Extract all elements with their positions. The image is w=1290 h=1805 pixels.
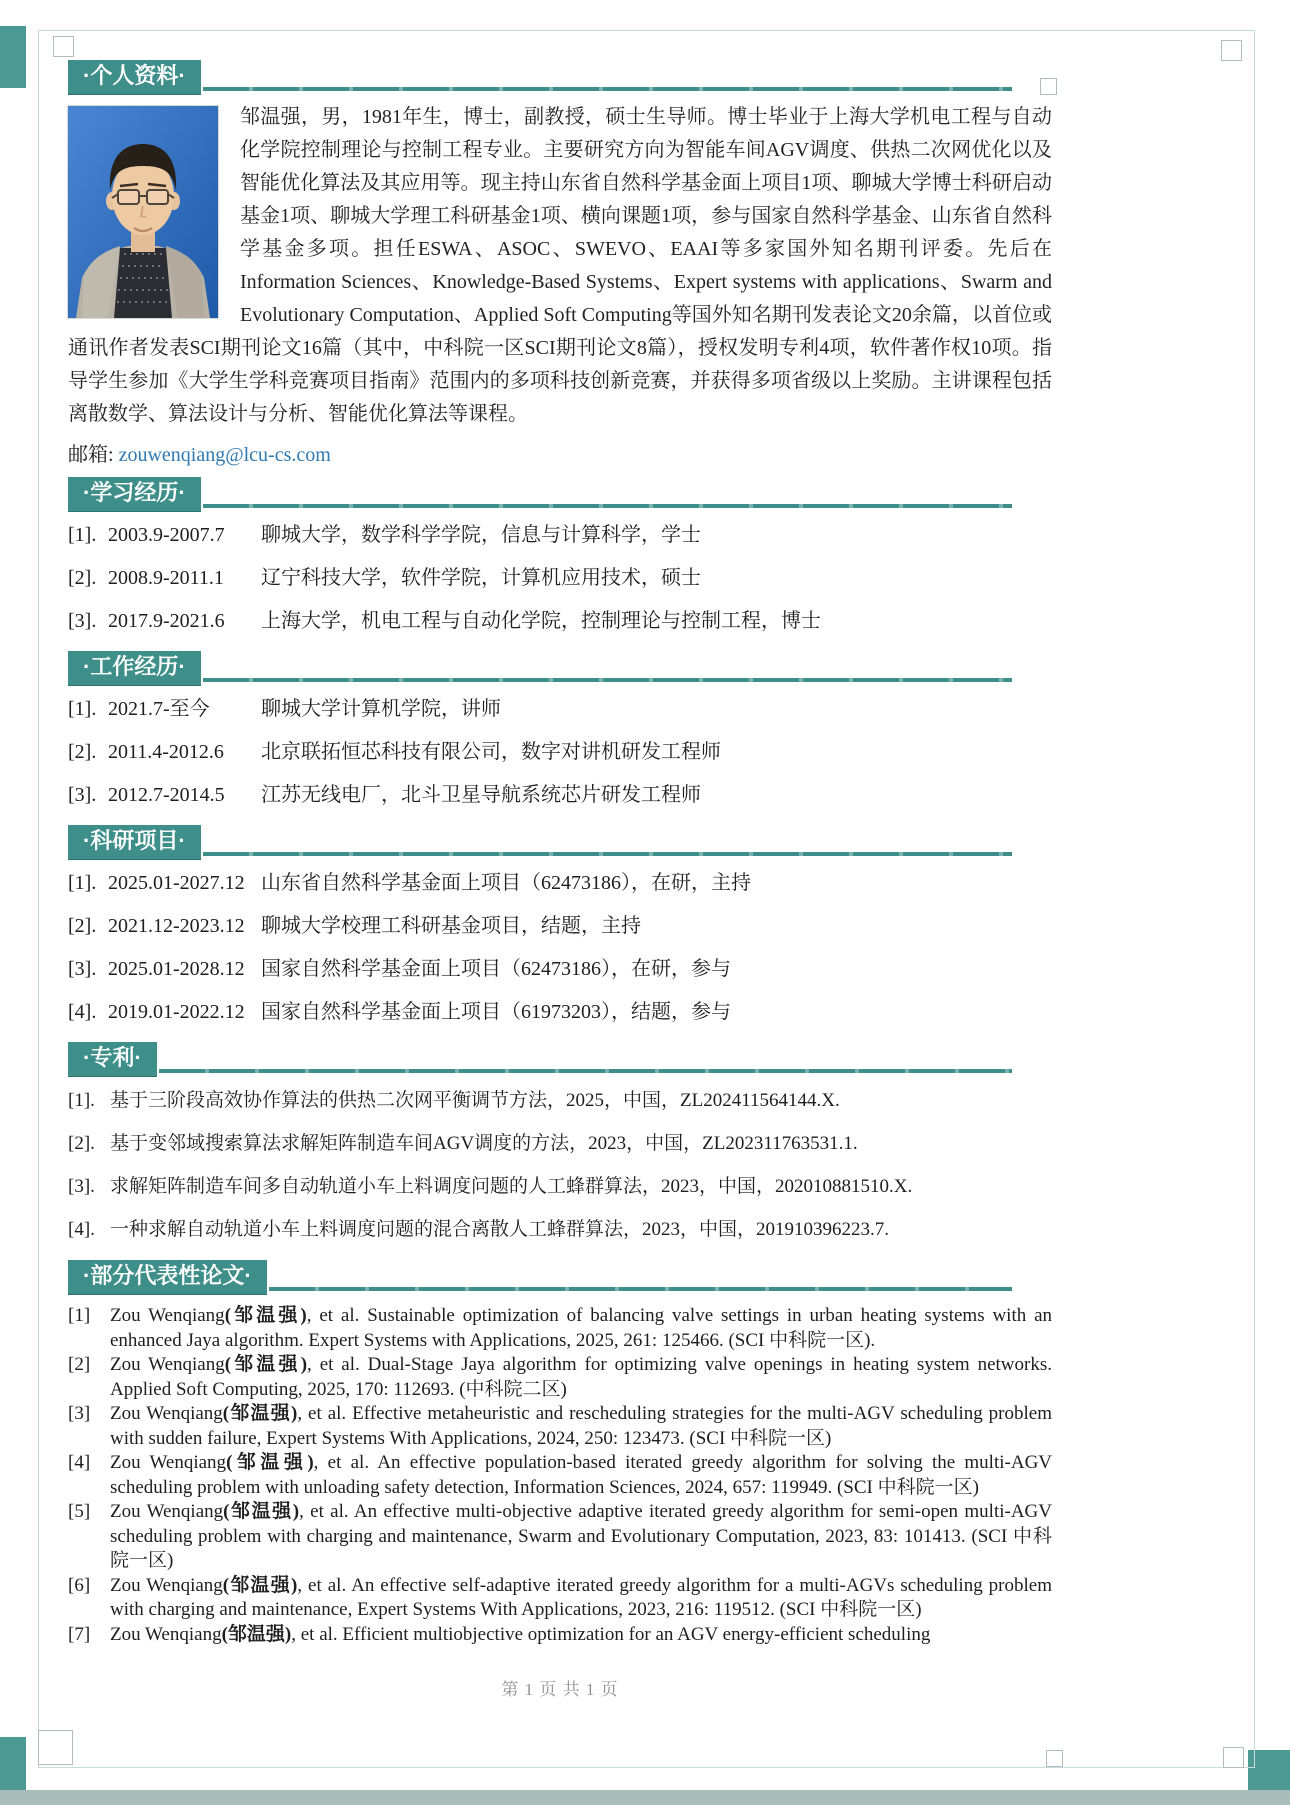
- row-detail: 聊城大学校理工科研基金项目，结题，主持: [261, 915, 641, 937]
- paper-author: Zou Wenqiang: [110, 1501, 224, 1522]
- paper-citation: [110, 1402, 1052, 1451]
- section-header-work: [68, 651, 1052, 685]
- paper-citation-rest: , et al. Efficient multiobjective optimization for an AGV energy-efficient scheduling: [291, 1623, 931, 1645]
- row-detail: 北京联拓恒芯科技有限公司，数字对讲机研发工程师: [261, 741, 721, 763]
- row-number: [2].: [68, 915, 97, 937]
- section-header-papers: [68, 1260, 1052, 1294]
- email-label: 邮箱:: [68, 444, 114, 466]
- paper-citation: [110, 1451, 1052, 1500]
- patent-row: [68, 1088, 1052, 1113]
- education-list: [68, 522, 1052, 634]
- project-row: [68, 870, 1052, 896]
- row-detail: 上海大学，机电工程与自动化学院，控制理论与控制工程，博士: [261, 610, 821, 632]
- row-detail: 国家自然科学基金面上项目（62473186），在研，参与: [261, 958, 731, 980]
- portrait-photo: [68, 106, 218, 318]
- paper-item: [68, 1574, 1052, 1623]
- section-header-projects: [68, 825, 1052, 859]
- paper-author-zh: (邹温强): [226, 1452, 314, 1473]
- row-detail: 山东省自然科学基金面上项目（62473186），在研，主持: [261, 872, 751, 894]
- row-number: [1].: [68, 872, 97, 894]
- paper-citation: [110, 1304, 1052, 1353]
- row-number: [6]: [68, 1574, 91, 1596]
- row-number: [4]: [68, 1452, 91, 1473]
- row-number: [7]: [68, 1623, 91, 1645]
- paper-citation: [110, 1623, 1052, 1648]
- work-row: [68, 782, 1052, 808]
- section-title-work: ·工作经历·: [68, 651, 201, 685]
- row-period: 2011.4-2012.6: [108, 741, 224, 763]
- row-period: 2003.9-2007.7: [108, 524, 225, 546]
- paper-item: [68, 1353, 1052, 1402]
- section-header-education: [68, 477, 1052, 511]
- patent-text: 基于变邻域搜索算法求解矩阵制造车间AGV调度的方法，2023，中国，ZL202311763531.1.: [110, 1133, 858, 1154]
- paper-list: [68, 1304, 1052, 1647]
- section-rule: [269, 1287, 1012, 1291]
- row-detail: 聊城大学计算机学院，讲师: [261, 698, 501, 720]
- row-period: 2021.12-2023.12: [108, 915, 245, 937]
- paper-item: [68, 1623, 1052, 1648]
- patent-row: [68, 1217, 1052, 1242]
- section-title-profile: ·个人资料·: [68, 60, 201, 94]
- row-detail: 辽宁科技大学，软件学院，计算机应用技术，硕士: [261, 567, 701, 589]
- section-rule: [159, 1069, 1012, 1073]
- crop-mark: [1046, 1750, 1063, 1767]
- section-rule: [203, 504, 1012, 508]
- page-number: 第 1 页 共 1 页: [501, 1680, 619, 1699]
- row-detail: 国家自然科学基金面上项目（61973203），结题，参与: [261, 1001, 731, 1023]
- email-link[interactable]: zouwenqiang@lcu-cs.com: [118, 444, 331, 466]
- patent-list: [68, 1088, 1052, 1242]
- paper-citation: [110, 1574, 1052, 1623]
- crop-mark: [1223, 1747, 1244, 1768]
- row-period: 2025.01-2027.12: [108, 872, 245, 894]
- paper-author: Zou Wenqiang: [110, 1305, 225, 1326]
- patent-text: 一种求解自动轨道小车上料调度问题的混合离散人工蜂群算法，2023，中国，201910396223.7.: [110, 1219, 890, 1240]
- paper-citation: [110, 1353, 1052, 1402]
- work-row: [68, 696, 1052, 722]
- section-rule: [203, 87, 1012, 91]
- education-row: [68, 608, 1052, 634]
- paper-author-zh: (邹温强): [223, 1501, 300, 1522]
- row-number: [1].: [68, 698, 97, 720]
- row-detail: 聊城大学，数学科学学院，信息与计算科学，学士: [261, 524, 701, 546]
- patent-row: [68, 1174, 1052, 1199]
- paper-author: Zou Wenqiang: [110, 1354, 225, 1375]
- bio-text: 邹温强，男，1981年生，博士，副教授，硕士生导师。博士毕业于上海大学机电工程与自动化学院控制理论与控制工程专业。主要研究方向为智能车间AGV调度、供热二次网优化以及智能优化算法及其应用等。现主持山东省自然科学基金面上项目1项、聊城大学博士科研启动基金1项、聊城大学理工科研基金1项、横向课题1项，参与国家自然科学基金、山东省自然科学基金多项。担任ESWA、ASOC、SWEVO、EAAI等多家国外知名期刊评委。先后在Information Sciences、Knowledge-Based Systems、Expert systems with applications、Swarm and Evolutionary Computation、Applied Soft Computing等国外知名期刊发表论文20余篇，以首位或通讯作者发表SCI期刊论文16篇（其中，中科院一区SCI期刊论文8篇），授权发明专利4项，软件著作权10项。指导学生参加《大学生学科竞赛项目指南》范围内的多项科技创新竞赛，并获得多项省级以上奖励。主讲课程包括离散数学、算法设计与分析、智能优化算法等课程。: [68, 106, 1052, 425]
- row-number: [1]: [68, 1305, 91, 1326]
- patent-text: 基于三阶段高效协作算法的供热二次网平衡调节方法，2025，中国，ZL202411564144.X.: [110, 1090, 840, 1111]
- crop-mark: [38, 1730, 73, 1765]
- row-number: [2].: [68, 567, 97, 589]
- work-list: [68, 696, 1052, 808]
- row-number: [1].: [68, 1090, 95, 1111]
- paper-author-zh: (邹温强): [221, 1623, 292, 1645]
- patent-text: 求解矩阵制造车间多自动轨道小车上料调度问题的人工蜂群算法，2023，中国，202010881510.X.: [110, 1176, 913, 1197]
- row-period: 2021.7-至今: [108, 698, 210, 720]
- email-line: [68, 443, 1052, 467]
- paper-item: [68, 1402, 1052, 1451]
- row-period: 2012.7-2014.5: [108, 784, 225, 806]
- paper-citation-rest: , et al. Dual-Stage Jaya algorithm for optimizing valve openings in heating system networks. Applied Soft Computing, 2025, 170: 112693. (中科院二区): [110, 1354, 1052, 1400]
- paper-author-zh: (邹温强): [224, 1305, 307, 1326]
- education-row: [68, 522, 1052, 548]
- section-title-education: ·学习经历·: [68, 477, 201, 511]
- project-row: [68, 913, 1052, 939]
- row-number: [1].: [68, 524, 97, 546]
- paper-author-zh: (邹温强): [224, 1354, 308, 1375]
- screen-edge-strip-bottom: [0, 1790, 1290, 1805]
- section-rule: [203, 678, 1012, 682]
- paper-item: [68, 1304, 1052, 1353]
- section-title-papers: ·部分代表性论文·: [68, 1260, 267, 1294]
- patent-row: [68, 1131, 1052, 1156]
- paper-author-zh: (邹温强): [222, 1403, 298, 1424]
- row-number: [3].: [68, 784, 97, 806]
- paper-citation-rest: , et al. An effective multi-objective adaptive iterated greedy algorithm for semi-open multi-AGV scheduling problem with charging and maintenance, Swarm and Evolutionary Computation, 2023, 83: 101413. (SCI 中科院一区): [110, 1501, 1052, 1571]
- row-number: [4].: [68, 1219, 95, 1240]
- work-row: [68, 739, 1052, 765]
- paper-author: Zou Wenqiang: [110, 1574, 223, 1596]
- paper-citation: [110, 1500, 1052, 1574]
- paper-author: Zou Wenqiang: [110, 1623, 222, 1645]
- row-period: 2017.9-2021.6: [108, 610, 225, 632]
- paper-item: [68, 1500, 1052, 1574]
- row-number: [3]: [68, 1403, 91, 1424]
- row-number: [3].: [68, 1176, 95, 1197]
- paper-author: Zou Wenqiang: [110, 1452, 227, 1473]
- section-header-profile: [68, 60, 1052, 94]
- row-number: [2].: [68, 1133, 95, 1154]
- crop-mark: [1221, 40, 1242, 61]
- project-list: [68, 870, 1052, 1025]
- row-period: 2025.01-2028.12: [108, 958, 245, 980]
- education-row: [68, 565, 1052, 591]
- profile-block: [68, 101, 1052, 431]
- paper-citation-rest: , et al. Effective metaheuristic and rescheduling strategies for the multi-AGV scheduling problem with sudden failure, Expert Systems With Applications, 2024, 250: 123473. (SCI 中科院一区): [110, 1403, 1053, 1449]
- row-number: [5]: [68, 1501, 91, 1522]
- section-title-patents: ·专利·: [68, 1042, 157, 1076]
- paper-author-zh: (邹温强): [222, 1574, 298, 1596]
- resume-content: [68, 60, 1052, 1700]
- paper-citation-rest: , et al. Sustainable optimization of balancing valve settings in urban heating systems with an enhanced Jaya algorithm. Expert Systems with Applications, 2025, 261: 125466. (SCI 中科院一区).: [110, 1305, 1053, 1351]
- row-period: 2019.01-2022.12: [108, 1001, 245, 1023]
- row-number: [4].: [68, 1001, 97, 1023]
- row-period: 2008.9-2011.1: [108, 567, 224, 589]
- paper-citation-rest: , et al. An effective self-adaptive iterated greedy algorithm for a multi-AGVs scheduling problem with charging and maintenance, Expert Systems With Applications, 2023, 216: 119512. (SCI 中科院一区): [110, 1574, 1052, 1620]
- section-header-patents: [68, 1042, 1052, 1076]
- row-detail: 江苏无线电厂，北斗卫星导航系统芯片研发工程师: [261, 784, 701, 806]
- project-row: [68, 999, 1052, 1025]
- section-rule: [203, 852, 1012, 856]
- row-number: [3].: [68, 958, 97, 980]
- section-title-projects: ·科研项目·: [68, 825, 201, 859]
- row-number: [2].: [68, 741, 97, 763]
- paper-author: Zou Wenqiang: [110, 1403, 223, 1424]
- project-row: [68, 956, 1052, 982]
- row-number: [2]: [68, 1354, 91, 1375]
- screen-edge-accent-top-left: [0, 26, 26, 88]
- row-number: [3].: [68, 610, 97, 632]
- crop-mark: [53, 36, 74, 57]
- paper-item: [68, 1451, 1052, 1500]
- paper-citation-rest: , et al. An effective population-based iterated greedy algorithm for solving the multi-AGV scheduling problem with unloading safety detection, Information Sciences, 2024, 657: 119949. (SCI 中科院一区): [110, 1452, 1053, 1498]
